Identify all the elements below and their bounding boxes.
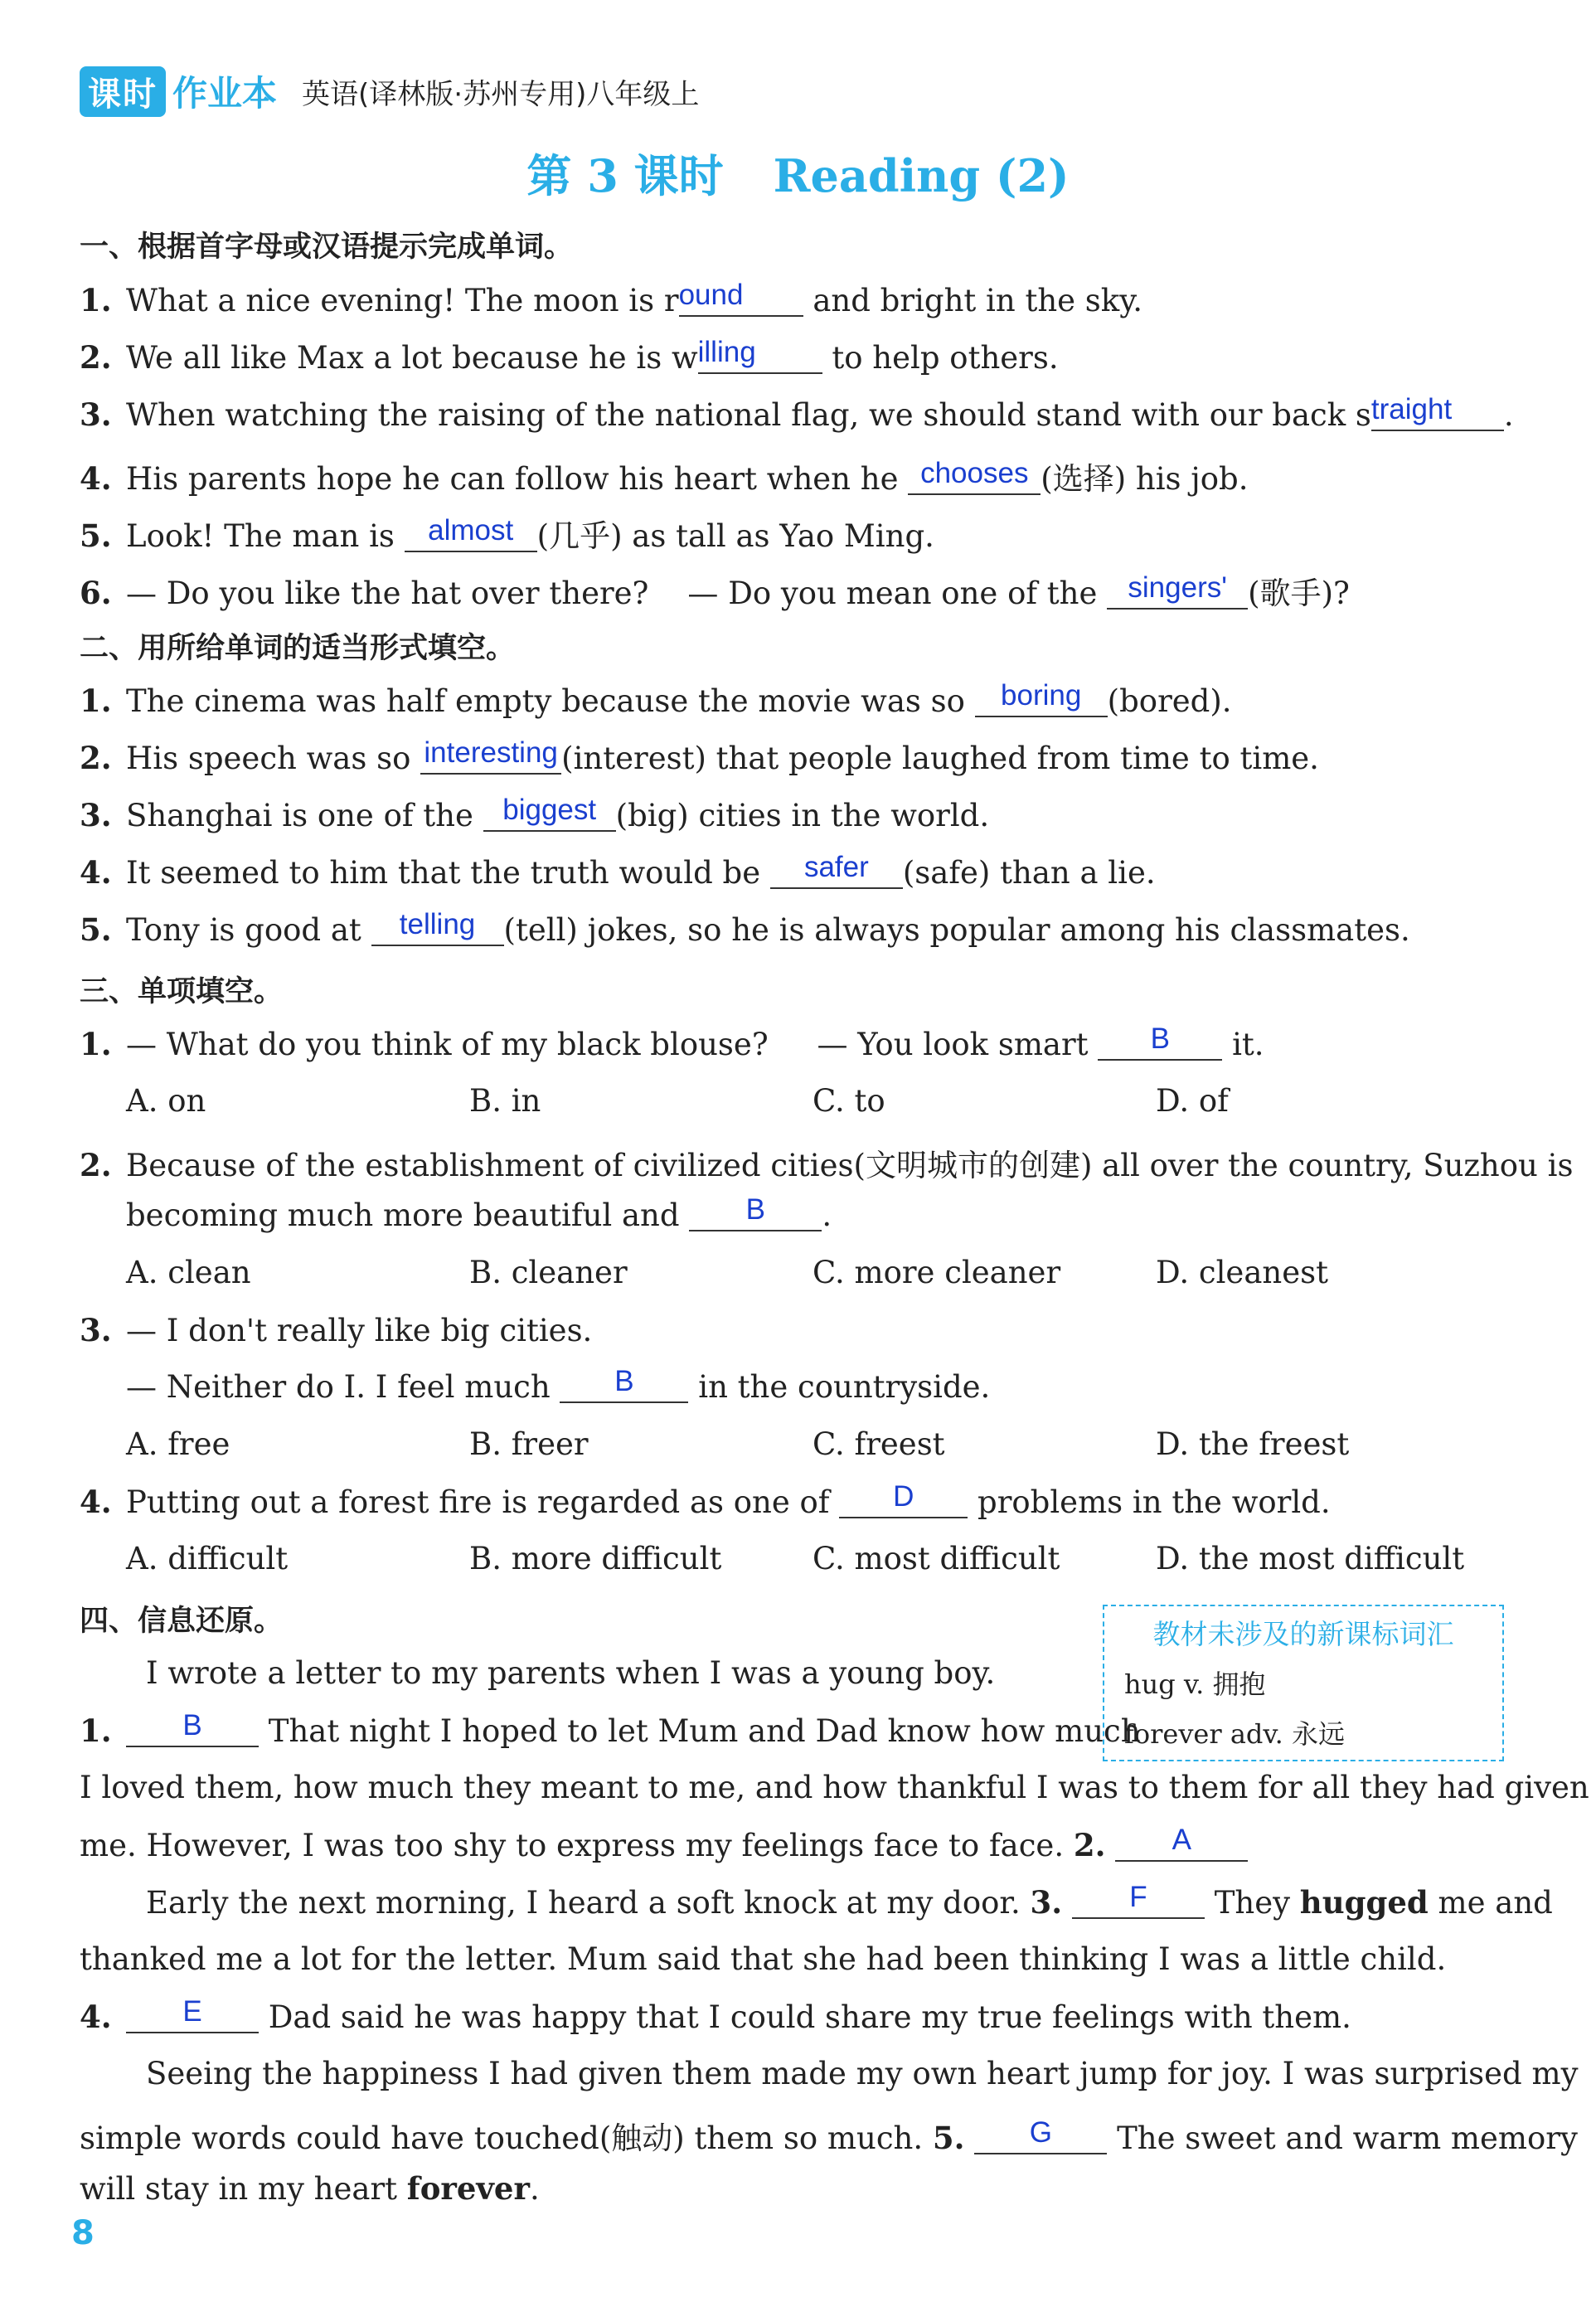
subject-label: 英语(译林版·苏州专用)八年级上 xyxy=(302,77,700,111)
p2-q1: 1. The cinema was half empty because the movie was so boring (bored). xyxy=(80,679,1232,719)
passage-line: I loved them, how much they meant to me, and how thankful I was to them for all they had given xyxy=(80,1770,1589,1805)
section-2-heading: 二、用所给单词的适当形式填空。 xyxy=(80,632,516,665)
p1-q1: 1. What a nice evening! The moon is round and bright in the sky. xyxy=(80,279,1142,318)
vocab-title: 教材未涉及的新课标词汇 xyxy=(1152,1618,1454,1650)
answer-blank[interactable]: D xyxy=(839,1480,968,1518)
p2-q3: 3. Shanghai is one of the biggest (big) cities in the world. xyxy=(80,794,990,833)
answer-blank[interactable]: telling xyxy=(371,908,504,946)
vocab-item: forever adv. 永远 xyxy=(1124,1718,1346,1750)
answer-blank[interactable]: traight xyxy=(1371,393,1504,431)
option[interactable]: A. clean xyxy=(126,1255,251,1290)
option[interactable]: A. difficult xyxy=(126,1541,289,1576)
p1-q2: 2. We all like Max a lot because he is willing to help others. xyxy=(80,336,1059,376)
answer-blank[interactable]: safer xyxy=(770,851,903,889)
page-title xyxy=(0,141,1596,205)
passage-line: will stay in my heart forever. xyxy=(80,2170,540,2207)
option[interactable]: A. free xyxy=(126,1426,230,1462)
p3-q1: 1. — What do you think of my black blouse? — You look smart B it. xyxy=(80,1022,1264,1062)
answer-blank[interactable]: interesting xyxy=(420,736,561,775)
passage-line: simple words could have touched(触动) them so much. 5. G The sweet and warm memory xyxy=(80,2116,1578,2156)
p1-q6: 6. — Do you like the hat over there? — Do you mean one of the singers' (歌手)? xyxy=(80,571,1350,611)
title-reading: Reading (2) xyxy=(773,149,1070,202)
answer-blank[interactable]: chooses xyxy=(908,457,1041,495)
section-1-heading: 一、根据首字母或汉语提示完成单词。 xyxy=(80,231,574,264)
p3-q3: 3. — I don't really like big cities. xyxy=(80,1312,593,1348)
option[interactable]: C. to xyxy=(813,1083,885,1119)
section-4-heading: 四、信息还原。 xyxy=(80,1605,284,1638)
vocab-item: hug v. 拥抱 xyxy=(1124,1669,1266,1700)
option[interactable]: D. the freest xyxy=(1156,1426,1350,1462)
passage-line: Early the next morning, I heard a soft knock at my door. 3. F They hugged me and xyxy=(146,1881,1553,1921)
answer-blank[interactable]: ound xyxy=(679,279,803,317)
option[interactable]: D. of xyxy=(1156,1083,1229,1119)
option[interactable]: B. in xyxy=(469,1083,541,1119)
option[interactable]: C. freest xyxy=(813,1426,945,1462)
passage-line: Seeing the happiness I had given them made my own heart jump for joy. I was surprised my xyxy=(146,2056,1579,2091)
answer-blank[interactable]: singers' xyxy=(1107,571,1248,610)
page-number: 8 xyxy=(71,2214,95,2252)
header xyxy=(80,66,699,116)
passage-line: 1. B That night I hoped to let Mum and Dad know how much xyxy=(80,1709,1141,1749)
option[interactable]: C. more cleaner xyxy=(813,1255,1061,1290)
p1-q4: 4. His parents hope he can follow his heart when he chooses (选择) his job. xyxy=(80,457,1249,497)
p3-q2-cont: becoming much more beautiful and B . xyxy=(126,1193,832,1233)
answer-blank[interactable]: E xyxy=(126,1995,259,2033)
passage-line: thanked me a lot for the letter. Mum said that she had been thinking I was a little child. xyxy=(80,1941,1447,1977)
p2-q5: 5. Tony is good at telling (tell) jokes, so he is always popular among his classmates. xyxy=(80,908,1410,948)
answer-blank[interactable]: almost xyxy=(405,514,537,552)
answer-blank[interactable]: illing xyxy=(698,336,822,374)
p1-q5: 5. Look! The man is almost (几乎) as tall as Yao Ming. xyxy=(80,514,934,554)
option[interactable]: D. cleanest xyxy=(1156,1255,1328,1290)
answer-blank[interactable]: B xyxy=(560,1365,688,1403)
p1-q3: 3. When watching the raising of the national flag, we should stand with our back straight . xyxy=(80,393,1514,433)
answer-blank[interactable]: B xyxy=(126,1709,259,1747)
logo-suffix: 作业本 xyxy=(172,73,278,114)
answer-blank[interactable]: B xyxy=(1098,1022,1222,1061)
passage-line: I wrote a letter to my parents when I was a young boy. xyxy=(146,1655,996,1691)
answer-blank[interactable]: G xyxy=(974,2116,1107,2154)
title-lesson: 第 3 课时 xyxy=(526,149,724,202)
answer-blank[interactable]: F xyxy=(1072,1881,1205,1919)
answer-blank[interactable]: boring xyxy=(975,679,1108,717)
logo: 课时 xyxy=(80,66,166,117)
section-3-heading: 三、单项填空。 xyxy=(80,975,284,1008)
vocab-box xyxy=(1103,1605,1504,1761)
answer-blank[interactable]: biggest xyxy=(483,794,616,832)
option[interactable]: D. the most difficult xyxy=(1156,1541,1465,1576)
p3-q3-cont: — Neither do I. I feel much B in the countryside. xyxy=(126,1365,991,1405)
p3-q4: 4. Putting out a forest fire is regarded as one of D problems in the world. xyxy=(80,1480,1331,1520)
option[interactable]: B. cleaner xyxy=(469,1255,628,1290)
option[interactable]: C. most difficult xyxy=(813,1541,1060,1576)
p2-q2: 2. His speech was so interesting (interest) that people laughed from time to time. xyxy=(80,736,1319,776)
option[interactable]: A. on xyxy=(126,1083,206,1119)
p3-q2: 2. Because of the establishment of civilized cities(文明城市的创建) all over the country, Suzhou is xyxy=(80,1147,1574,1183)
option[interactable]: B. freer xyxy=(469,1426,589,1462)
option[interactable]: B. more difficult xyxy=(469,1541,722,1576)
passage-line: me. However, I was too shy to express my feelings face to face. 2. A xyxy=(80,1827,1248,1868)
answer-blank[interactable]: B xyxy=(689,1193,822,1231)
p2-q4: 4. It seemed to him that the truth would be safer (safe) than a lie. xyxy=(80,851,1156,891)
passage-line: 4. E Dad said he was happy that I could share my true feelings with them. xyxy=(80,1995,1351,2035)
answer-blank[interactable]: A xyxy=(1115,1824,1248,1862)
